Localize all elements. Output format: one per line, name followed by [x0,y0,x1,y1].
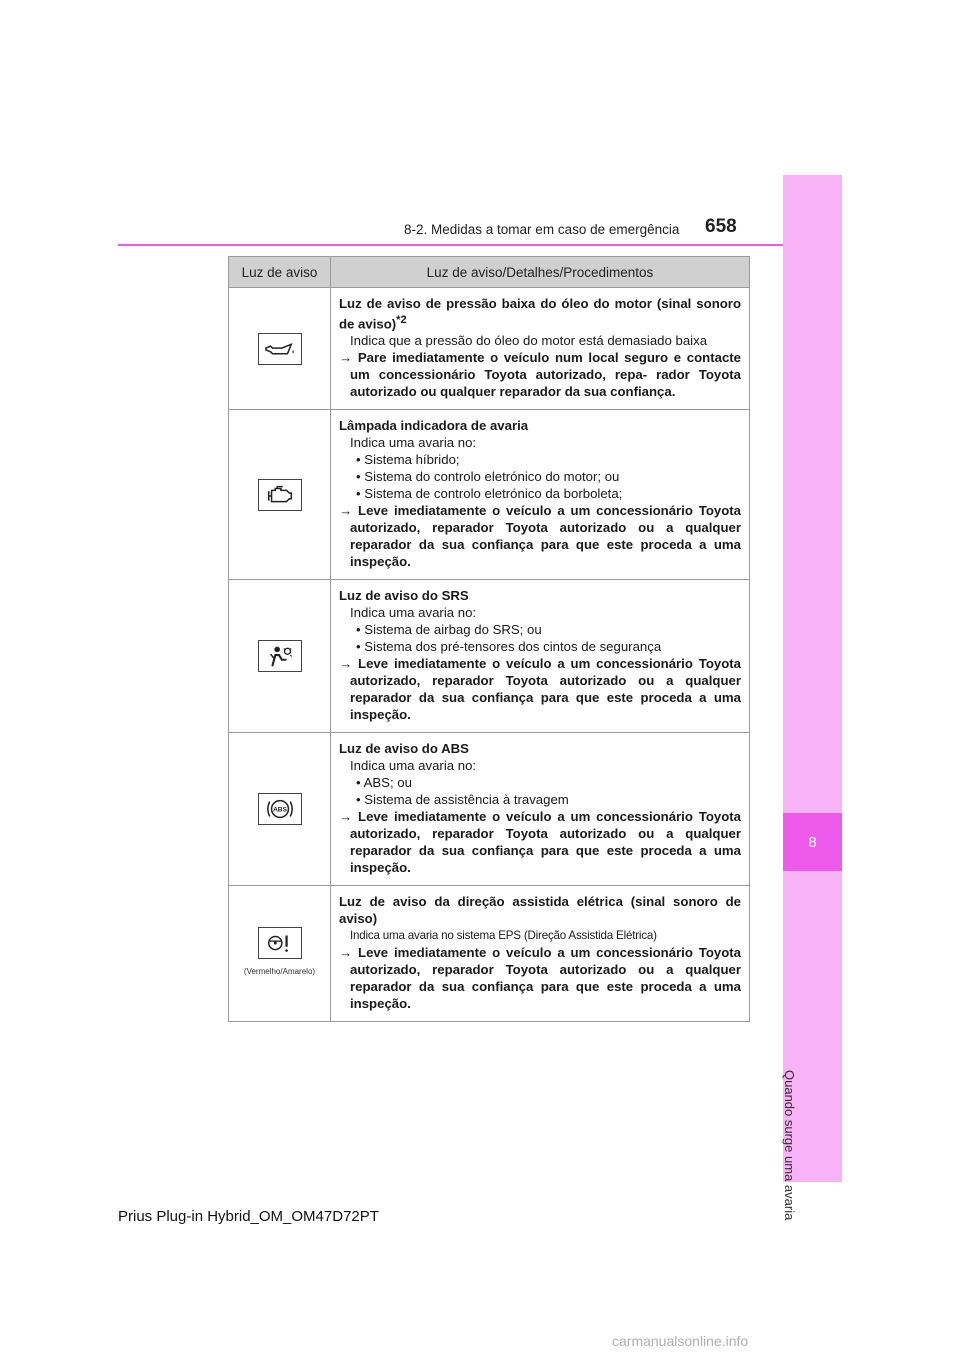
row-title: Luz de aviso da direção assistida elétrica (sinal sonoro de aviso) [339,894,741,927]
engine-check-icon [258,479,302,511]
column-header-details: Luz de aviso/Detalhes/Procedimentos [331,257,750,288]
srs-airbag-icon [258,640,302,672]
row-action: → Leve imediatamente o veículo a um concessionário Toyota autorizado, reparador Toyota autorizado ou a qualquer reparador da sua confiança para que este proceda a uma inspeção. [339,809,741,876]
details-cell [331,886,750,1022]
icon-caption: (Vermelho/Amarelo) [243,967,316,977]
oil-pressure-icon [258,333,302,365]
list-item: • Sistema do controlo eletrónico do motor; ou [339,468,741,485]
row-description: Indica uma avaria no sistema EPS (Direção Assistida Elétrica) [350,929,657,943]
row-action: → Pare imediatamente o veículo num local seguro e contacte um concessionário Toyota autorizado, repa- rador Toyota autorizado ou qualquer reparador da sua confiança. [339,350,742,400]
icon-cell [229,580,331,733]
table-row [229,580,750,733]
row-description: Indica uma avaria no: [350,758,477,774]
row-title: Luz de aviso do ABS [339,741,469,757]
icon-cell [229,886,331,1022]
chapter-number: 8 [783,813,842,871]
watermark: carmanualsonline.info [612,1333,749,1349]
icon-cell [229,410,331,580]
list-item: • Sistema de controlo eletrónico da borboleta; [339,485,741,502]
row-title: Lâmpada indicadora de avaria [339,418,529,434]
icon-cell [229,733,331,886]
row-title: Luz de aviso do SRS [339,588,469,604]
list-item: • Sistema híbrido; [339,451,741,468]
section-title: 8-2. Medidas a tomar em caso de emergência [404,222,680,237]
list-item: • Sistema de airbag do SRS; ou [339,621,741,638]
row-description: Indica uma avaria no: [350,605,477,621]
page-number: 658 [705,216,737,237]
chapter-title: Quando surge uma avaria [782,1070,797,1221]
list-item: • ABS; ou [339,774,741,791]
table-header-row [229,257,750,288]
footer-model-code: Prius Plug-in Hybrid_OM_OM47D72PT [118,1208,379,1225]
column-header-light: Luz de aviso [229,257,331,288]
details-cell [331,580,750,733]
row-description: Indica que a pressão do óleo do motor está demasiado baixa [350,333,708,349]
table-row [229,288,750,410]
list-item: • Sistema de assistência à travagem [339,791,741,808]
table-row [229,886,750,1022]
chapter-side-tab [782,175,842,1221]
icon-cell [229,288,331,410]
abs-icon [258,793,302,825]
row-title: Luz de aviso de pressão baixa do óleo do motor (sinal sonoro de aviso)$^{*2}$ [339,296,741,332]
row-action: → Leve imediatamente o veículo a um concessionário Toyota autorizado, reparador Toyota autorizado ou a qualquer reparador da sua confiança para que este proceda a uma inspeção. [339,503,741,570]
details-cell [331,410,750,580]
row-description: Indica uma avaria no: [350,435,477,451]
list-item: • Sistema dos pré-tensores dos cintos de segurança [339,638,741,655]
row-action: → Leve imediatamente o veículo a um concessionário Toyota autorizado, reparador Toyota autorizado ou a qualquer reparador da sua confiança para que este proceda a uma inspeção. [339,656,741,723]
row-action: → Leve imediatamente o veículo a um concessionário Toyota autorizado, reparador Toyota autorizado ou a qualquer reparador da sua confiança para que este proceda a uma inspeção. [339,945,741,1012]
table-row [229,410,750,580]
table-row [229,733,750,886]
details-cell [331,288,750,410]
warning-lights-table [228,256,750,1022]
details-cell [331,733,750,886]
header-divider [118,244,783,246]
eps-steering-icon [258,927,302,959]
abs-icon-label: ABS [272,806,287,814]
